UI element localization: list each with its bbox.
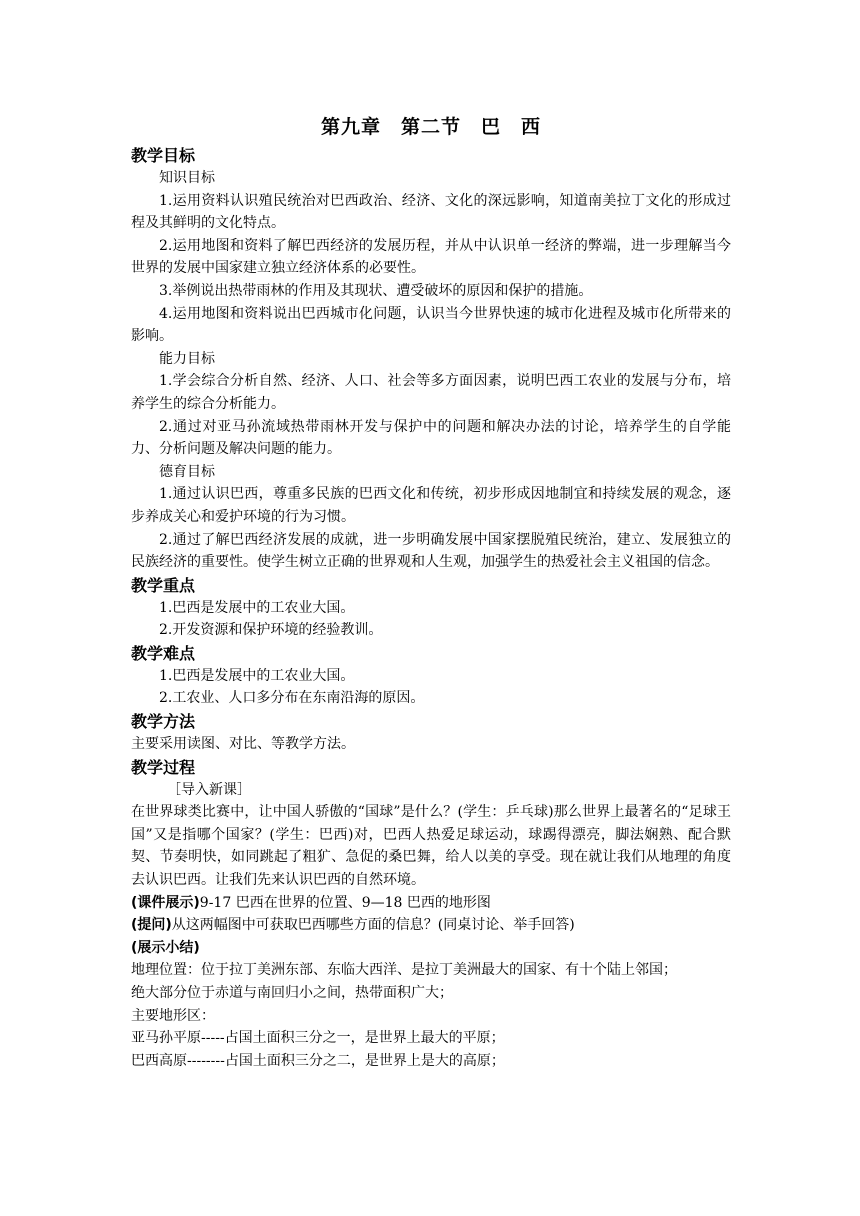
difficulties-heading: 教学难点 — [131, 643, 196, 663]
key-points-heading: 教学重点 — [131, 575, 196, 595]
moral-item: 1.通过认识巴西，尊重多民族的巴西文化和传统，初步形成因地制宜和持续发展的观念，逐步养成关心和爱护环境的行为习惯。 — [131, 486, 731, 525]
knowledge-item: 1.运用资料认识殖民统治对巴西政治、经济、文化的深远影响，知道南美拉丁文化的形成过程及其鲜明的文化特点。 — [131, 192, 731, 232]
key-point-item: 1.巴西是发展中的工农业大国。 — [159, 599, 355, 616]
summary-label: (展示小结) — [131, 939, 200, 956]
knowledge-item: 2.运用地图和资料了解巴西经济的发展历程，并从中认识单一经济的弊端，进一步理解当今世界的发展中国家建立独立经济体系的必要性。 — [131, 237, 731, 277]
courseware-label: (课件展示) — [131, 894, 200, 911]
intro-label: ［导入新课］ — [167, 781, 251, 798]
summary-line: 巴西高原--------占国土面积三分之二，是世界上是大的高原； — [131, 1052, 505, 1069]
difficulty-item: 1.巴西是发展中的工农业大国。 — [159, 667, 355, 684]
summary-line: 亚马孙平原-----占国土面积三分之一，是世界上最大的平原； — [131, 1030, 505, 1047]
methods-text: 主要采用读图、对比、等教学方法。 — [131, 736, 355, 753]
intro-text: 在世界球类比赛中，让中国人骄傲的“国球”是什么？(学生：乒乓球)那么世界上最著名的“足球王国”又是指哪个国家？(学生：巴西)对，巴西人热爱足球运动，球踢得漂亮，脚法娴熟、配合默契、节奏明快，如同跳起了粗犷、急促的桑巴舞，给人以美的享受。现在就让我们从地理的角度去认识巴西。让我们先来认识巴西的自然环境。 — [131, 804, 731, 889]
summary-line: 绝大部分位于赤道与南回归小之间，热带面积广大； — [131, 985, 453, 1001]
courseware-text: 9-17 巴西在世界的位置、9—18 巴西的地形图 — [199, 894, 491, 911]
key-point-item: 2.开发资源和保护环境的经验教训。 — [159, 622, 383, 639]
moral-label: 德育目标 — [159, 463, 215, 480]
ability-item: 2.通过对亚马孙流域热带雨林开发与保护中的问题和解决办法的讨论，培养学生的自学能力、分析问题及解决问题的能力。 — [131, 418, 731, 458]
question-text: 从这两幅图中可获取巴西哪些方面的信息？(同桌讨论、举手回答) — [171, 917, 575, 934]
difficulty-item: 2.工农业、人口多分布在东南沿海的原因。 — [159, 690, 425, 707]
moral-item: 2.通过了解巴西经济发展的成就，进一步明确发展中国家摆脱殖民统治，建立、发展独立的民族经济的重要性。使学生树立正确的世界观和人生观，加强学生的热爱社会主义祖国的信念。 — [131, 531, 731, 571]
doc-title: 第九章 第二节 巴 西 — [320, 116, 541, 138]
knowledge-item: 3.举例说出热带雨林的作用及其现状、遭受破坏的原因和保护的措施。 — [159, 282, 593, 299]
question-line — [131, 914, 731, 937]
summary-line: 主要地形区： — [131, 1007, 215, 1024]
objectives-heading: 教学目标 — [131, 146, 196, 165]
courseware-line — [131, 892, 731, 915]
question-label: (提问) — [131, 917, 172, 934]
knowledge-item: 4.运用地图和资料说出巴西城市化问题，认识当今世界快速的城市化进程及城市化所带来的影响。 — [131, 305, 731, 345]
process-heading: 教学过程 — [131, 757, 196, 777]
document-page — [131, 112, 731, 1072]
summary-line: 地理位置：位于拉丁美洲东部、东临大西洋、是拉丁美洲最大的国家、有十个陆上邻国； — [131, 962, 677, 979]
ability-label: 能力目标 — [159, 350, 215, 367]
methods-heading: 教学方法 — [131, 712, 196, 732]
knowledge-label: 知识目标 — [159, 170, 215, 186]
ability-item: 1.学会综合分析自然、经济、人口、社会等多方面因素，说明巴西工农业的发展与分布，培养学生的综合分析能力。 — [131, 373, 731, 412]
